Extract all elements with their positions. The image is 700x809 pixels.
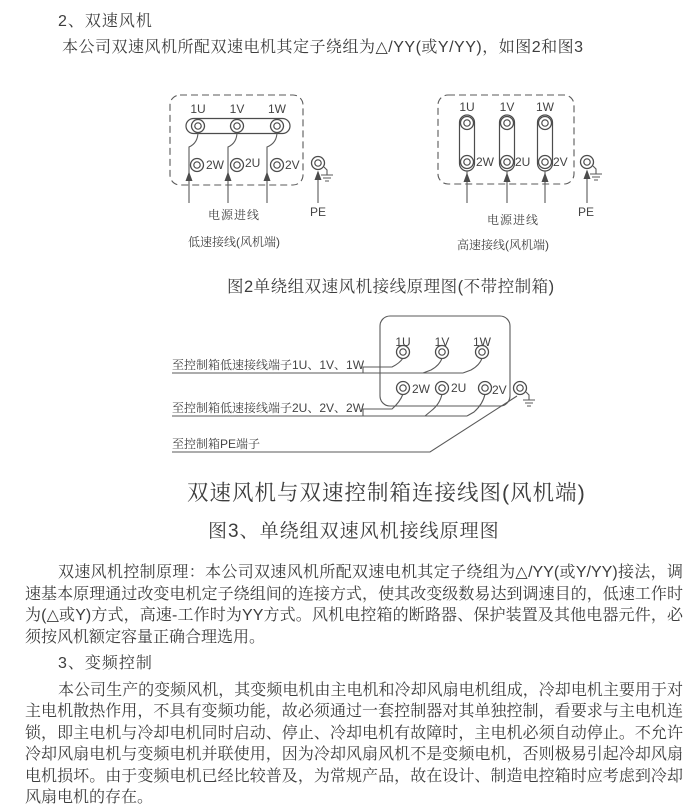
wire-2w bbox=[363, 394, 403, 416]
terminal-label: 1W bbox=[268, 102, 286, 116]
section-2-intro: 本公司双速风机所配双速电机其定子绕组为△/YY(或Y/YY)，如图2和图3 bbox=[62, 39, 584, 56]
terminal-label: 1U bbox=[395, 335, 411, 349]
terminal-1v bbox=[501, 117, 514, 130]
terminal-label: 1V bbox=[229, 102, 245, 116]
earth-ground-icon bbox=[321, 167, 333, 181]
terminal-2w bbox=[397, 382, 410, 395]
terminal-label: 1U bbox=[190, 102, 206, 116]
pe-label: PE bbox=[310, 205, 327, 219]
wire-label-pe: 至控制箱PE端子 bbox=[172, 437, 261, 451]
terminal-label: 2W bbox=[412, 382, 430, 396]
power-inlet-label: 电源进线 bbox=[208, 208, 261, 222]
wire-label-low-speed-2: 至控制箱低速接线端子2U、2V、2W bbox=[172, 401, 365, 415]
figure-2-caption: 图2单绕组双速风机接线原理图(不带控制箱) bbox=[227, 278, 555, 296]
terminal-pe bbox=[581, 156, 594, 169]
terminal-label: 2V bbox=[285, 158, 300, 172]
fig2-wiring-diagram bbox=[0, 85, 700, 260]
terminal-label: 2U bbox=[245, 156, 261, 170]
arrow-up-icon bbox=[542, 173, 549, 183]
arrow-up-icon bbox=[225, 172, 232, 182]
body-text bbox=[25, 562, 683, 809]
terminal-label: 2U bbox=[451, 381, 467, 395]
wire-label-low-speed-1: 至控制箱低速接线端子1U、1V、1W bbox=[172, 358, 365, 372]
terminal-2u bbox=[231, 159, 244, 172]
terminal-pe bbox=[514, 382, 527, 395]
pe-label: PE bbox=[578, 205, 595, 219]
wire-1v bbox=[423, 358, 442, 373]
terminal-2w bbox=[191, 159, 204, 172]
wire-2u bbox=[425, 394, 442, 416]
section-3-heading: 3、变频控制 bbox=[58, 655, 153, 672]
low-speed-caption: 低速接线(风机端) bbox=[188, 235, 280, 249]
terminal-1w bbox=[539, 117, 552, 130]
terminal-label: 2V bbox=[553, 155, 568, 169]
arrow-up-icon bbox=[464, 173, 471, 183]
figure-3-title: 双速风机与双速控制箱连接线图(风机端) bbox=[187, 481, 586, 505]
terminal-label: 1W bbox=[536, 100, 554, 114]
arrow-up-icon bbox=[504, 173, 511, 183]
earth-ground-icon bbox=[523, 392, 535, 406]
arrow-up-icon bbox=[584, 170, 591, 180]
section-2-heading: 2、双速风机 bbox=[58, 13, 153, 30]
fig3-wiring-diagram bbox=[0, 310, 700, 465]
terminal-label: 1V bbox=[434, 335, 450, 349]
arrow-up-icon bbox=[264, 172, 271, 182]
power-inlet-label: 电源进线 bbox=[487, 213, 540, 227]
terminal-label: 2U bbox=[515, 155, 531, 169]
earth-ground-icon bbox=[590, 166, 602, 180]
terminal-label: 1V bbox=[499, 100, 515, 114]
terminal-label: 2W bbox=[206, 158, 224, 172]
terminal-pe bbox=[312, 157, 325, 170]
wire-1u bbox=[363, 358, 403, 373]
arrow-up-icon bbox=[186, 172, 193, 182]
high-speed-caption: 高速接线(风机端) bbox=[457, 238, 549, 252]
terminal-2u bbox=[436, 382, 449, 395]
terminal-label: 2V bbox=[492, 383, 507, 397]
terminal-2v bbox=[271, 159, 284, 172]
terminal-2w bbox=[461, 156, 474, 169]
terminal-2u bbox=[501, 156, 514, 169]
figure-3-caption: 图3、单绕组双速风机接线原理图 bbox=[208, 521, 500, 542]
terminal-1v bbox=[231, 120, 244, 133]
wire-2v bbox=[467, 394, 485, 416]
terminal-2v bbox=[539, 156, 552, 169]
terminal-label: 2W bbox=[476, 155, 494, 169]
terminal-2v bbox=[479, 382, 492, 395]
paragraph-vfd-control: 本公司生产的变频风机，其变频电机由主电机和冷却风扇电机组成，冷却电机主要用于对主电机散热作用，不具有变频功能，故必须通过一套控制器对其单独控制，看要求与主电机连锁，即主电机与冷却电机同时启动、停止、冷却电机有故障时，主电机必须自动停止。不允许冷却风扇电机与变频电机并联使用，因为冷却风扇风机不是变频电机，否则极易引起冷却风扇电机损坏。由于变频电机已经比较普及，为常规产品，故在设计、制造电控箱时应考虑到冷却风扇电机的存在。 bbox=[25, 681, 683, 806]
paragraph-control-principle: 双速风机控制原理：本公司双速风机所配双速电机其定子绕组为△/YY(或Y/YY)接法，调速基本原理通过改变电机定子绕组间的连接方式，使其改变级数易达到调速目的，低速工作时为(△或Y)方式，高速-工作时为YY方式。风机电控箱的断路器、保护装置及其他电器元件，必须按风机额定容量正确合理选用。 bbox=[25, 564, 683, 646]
terminal-label: 1W bbox=[473, 335, 491, 349]
terminal-1u bbox=[192, 120, 205, 133]
terminal-1u bbox=[461, 117, 474, 130]
arrow-up-icon bbox=[315, 171, 322, 181]
terminal-1w bbox=[271, 120, 284, 133]
wire-1w bbox=[463, 358, 482, 373]
terminal-label: 1U bbox=[459, 100, 475, 114]
